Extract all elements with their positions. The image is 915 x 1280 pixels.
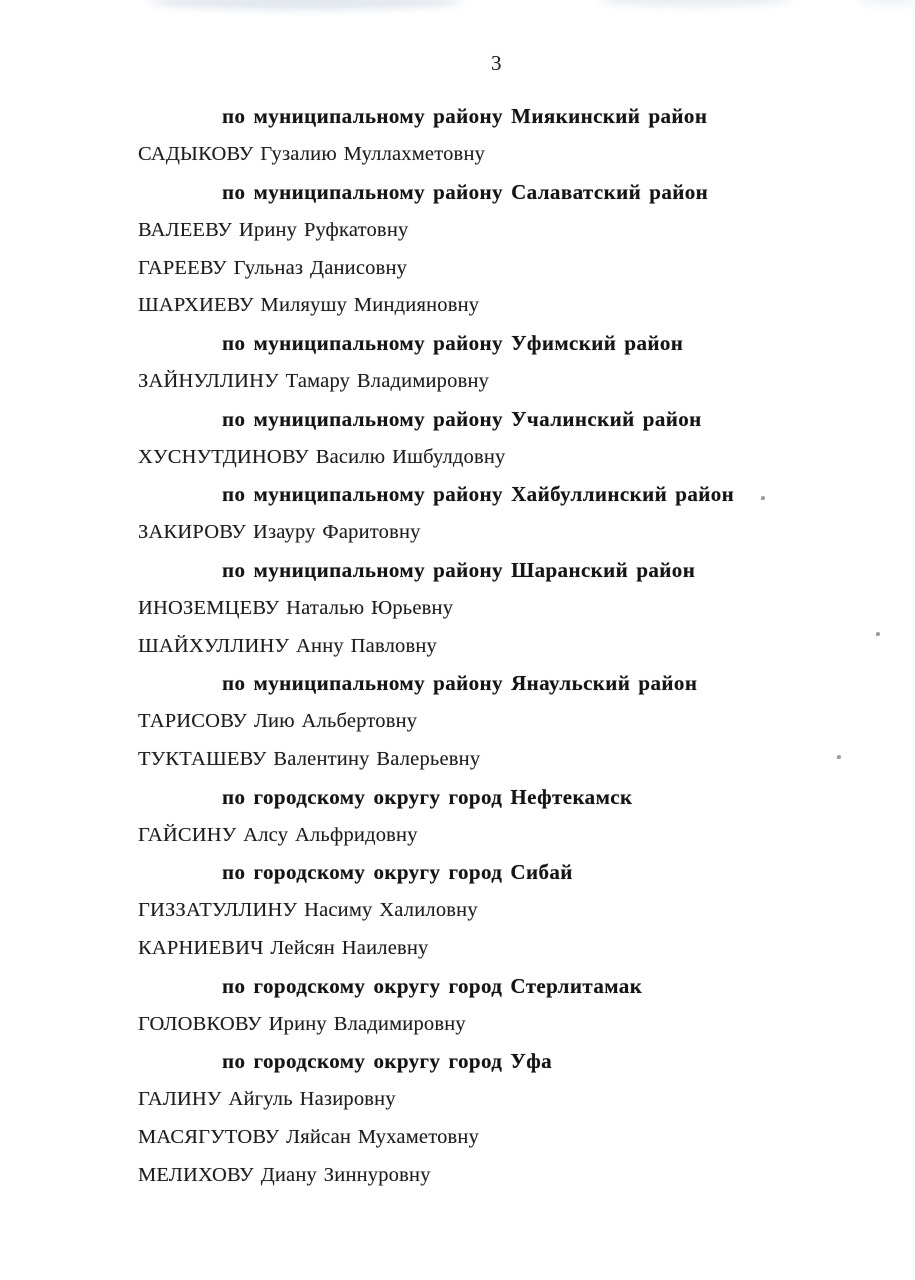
person-name: ВАЛЕЕВУ Ирину Руфкатовну — [138, 218, 409, 241]
person-name: КАРНИЕВИЧ Лейсян Наилевну — [138, 936, 429, 959]
person-name: ИНОЗЕМЦЕВУ Наталью Юрьевну — [138, 596, 454, 619]
person-name: ГАРЕЕВУ Гульназ Данисовну — [138, 256, 408, 279]
person-name: МАСЯГУТОВУ Ляйсан Мухаметовну — [138, 1125, 480, 1148]
scan-smudge — [598, 0, 793, 7]
section-heading: по муниципальному району Хайбуллинский район — [222, 482, 735, 507]
section-heading: по муниципальному району Миякинский район — [222, 104, 708, 129]
person-name: МЕЛИХОВУ Диану Зиннуровну — [138, 1163, 431, 1186]
scan-smudge — [148, 0, 463, 10]
person-name: ЗАЙНУЛЛИНУ Тамару Владимировну — [138, 369, 490, 392]
person-name: ТУКТАШЕВУ Валентину Валерьевну — [138, 747, 481, 770]
person-name: ГОЛОВКОВУ Ирину Владимировну — [138, 1012, 466, 1035]
section-heading: по муниципальному району Уфимский район — [222, 331, 684, 356]
person-name: ТАРИСОВУ Лию Альбертовну — [138, 710, 418, 733]
section-heading: по муниципальному району Шаранский район — [222, 557, 696, 582]
person-name: ГАЛИНУ Айгуль Назировну — [138, 1088, 396, 1111]
section-heading: по муниципальному району Салаватский район — [222, 179, 709, 204]
section-heading: по городскому округу город Стерлитамак — [222, 973, 643, 998]
person-name: ХУСНУТДИНОВУ Василю Ишбулдовну — [138, 445, 506, 468]
person-name: ГИЗЗАТУЛЛИНУ Насиму Халиловну — [138, 899, 478, 922]
scan-smudge — [858, 0, 915, 6]
person-name: ШАЙХУЛЛИНУ Анну Павловну — [138, 634, 437, 657]
section-heading: по муниципальному району Учалинский район — [222, 406, 702, 431]
person-name: ШАРХИЕВУ Миляушу Миндияновну — [138, 294, 480, 317]
page-number: 3 — [491, 51, 502, 75]
person-name: САДЫКОВУ Гузалию Муллахметовну — [138, 143, 486, 166]
person-name: ГАЙСИНУ Алсу Альфридовну — [138, 823, 418, 846]
section-heading: по городскому округу город Сибай — [222, 860, 573, 885]
section-heading: по городскому округу город Уфа — [222, 1049, 553, 1074]
section-heading: по муниципальному району Янаульский район — [222, 671, 698, 696]
page-content — [138, 98, 885, 1194]
person-name: ЗАКИРОВУ Изауру Фаритовну — [138, 521, 421, 544]
section-heading: по городскому округу город Нефтекамск — [222, 784, 633, 809]
